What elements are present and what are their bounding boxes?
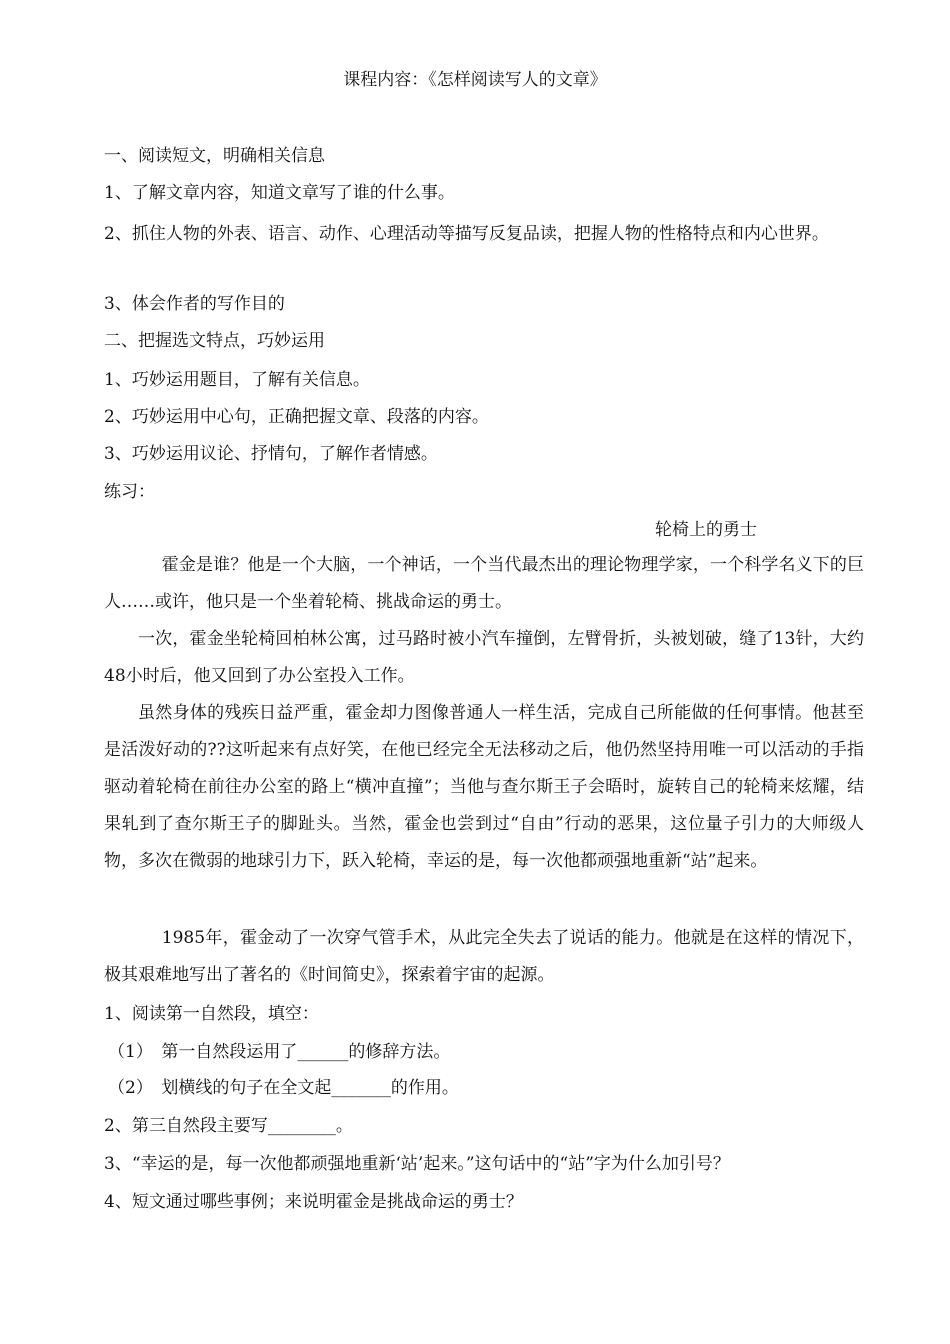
section1-item1: 1、了解文章内容，知道文章写了谁的什么事。 (104, 183, 455, 203)
exercise-label: 练习： (104, 482, 155, 502)
section1-heading: 一、阅读短文，明确相关信息 (104, 146, 325, 166)
section2-item3: 3、巧妙运用议论、抒情句，了解作者情感。 (104, 444, 438, 464)
section2-item1: 1、巧妙运用题目，了解有关信息。 (104, 370, 370, 390)
question-2: 2、第三自然段主要写________。 (104, 1116, 353, 1136)
question-3: 3、“幸运的是，每一次他都顽强地重新‘站’起来。”这句话中的“站”字为什么加引号？ (104, 1154, 730, 1174)
article-paragraph-4: 1985年，霍金动了一次穿气管手术，从此完全失去了说话的能力。他就是在这样的情况下，极其艰难地写出了著名的《时间简史》，探索着宇宙的起源。 (104, 928, 864, 985)
section1-item2: 2、抓住人物的外表、语言、动作、心理活动等描写反复品读，把握人物的性格特点和内心世界。 (104, 224, 829, 244)
question-1a: （1） 第一自然段运用了______的修辞方法。 (108, 1042, 451, 1062)
section1-item3: 3、体会作者的写作目的 (104, 294, 285, 314)
article-paragraph-1: 霍金是谁？他是一个大脑，一个神话，一个当代最杰出的理论物理学家，一个科学名义下的巨人……或许，他只是一个坐着轮椅、挑战命运的勇士。 (104, 555, 864, 612)
section2-item2: 2、巧妙运用中心句，正确把握文章、段落的内容。 (104, 407, 489, 427)
article-paragraph-2: 一次，霍金坐轮椅回柏林公寓，过马路时被小汽车撞倒，左臂骨折，头被划破，缝了13针，大约48小时后，他又回到了办公室投入工作。 (104, 629, 864, 686)
question-1: 1、阅读第一自然段，填空： (104, 1004, 319, 1024)
article-title: 轮椅上的勇士 (655, 520, 757, 540)
section2-heading: 二、把握选文特点，巧妙运用 (104, 331, 325, 351)
question-1b: （2） 划横线的句子在全文起_______的作用。 (108, 1078, 459, 1098)
page-title: 课程内容：《怎样阅读写人的文章》 (343, 70, 607, 90)
article-paragraph-3: 虽然身体的残疾日益严重，霍金却力图像普通人一样生活，完成自己所能做的任何事情。他甚至是活泼好动的??这听起来有点好笑，在他已经完全无法移动之后，他仍然坚持用唯一可以活动的手指驱动着轮椅在前往办公室的路上“横冲直撞”；当他与查尔斯王子会晤时，旋转自己的轮椅来炫耀，结果轧到了查尔斯王子的脚趾头。当然，霍金也尝到过“自由”行动的恶果，这位量子引力的大师级人物，多次在微弱的地球引力下，跃入轮椅，幸运的是，每一次他都顽强地重新“站”起来。 (104, 703, 864, 871)
question-4: 4、短文通过哪些事例；来说明霍金是挑战命运的勇士？ (104, 1192, 523, 1212)
